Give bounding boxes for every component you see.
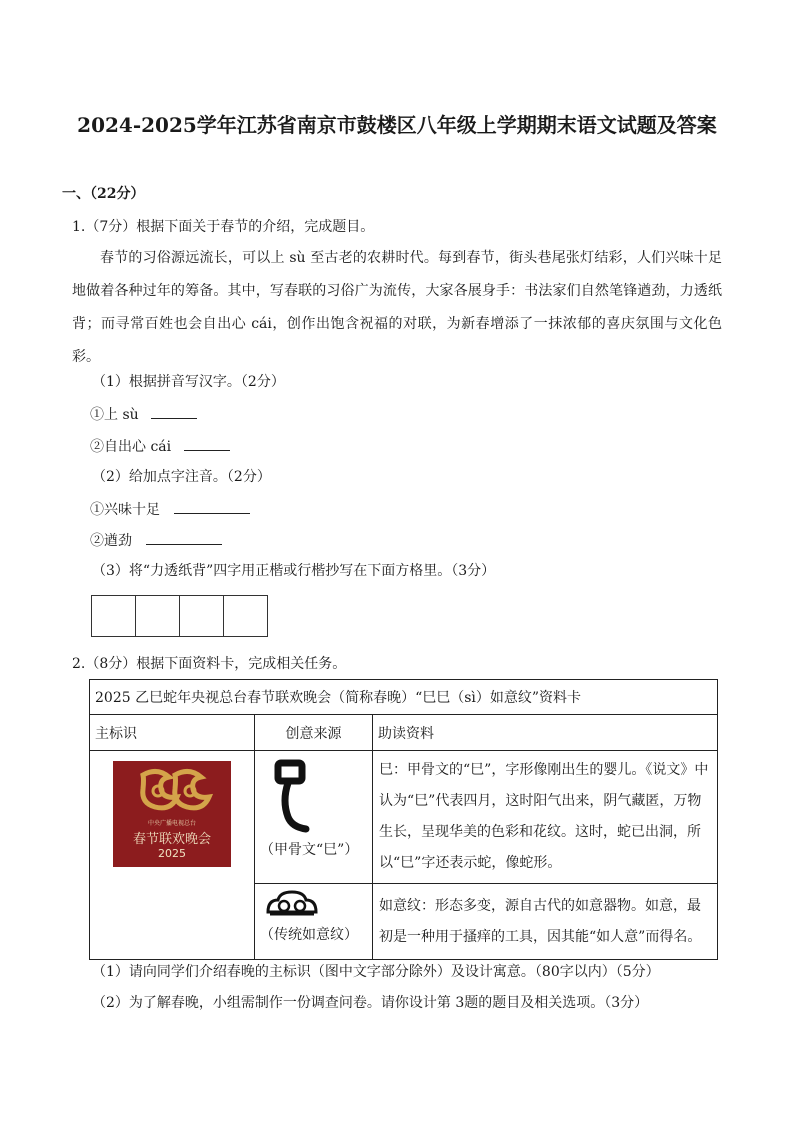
writing-cell[interactable] (179, 595, 224, 637)
ruyi-cloud-pattern-icon (262, 890, 322, 920)
oracle-si-caption: （甲骨文“巳”） (260, 842, 359, 858)
fill-item-2 (90, 436, 230, 457)
ruyi-pattern-caption: （传统如意纹） (260, 927, 358, 943)
task-2-2: （2）为了解春晚，小组需制作一份调查问卷。请你设计第 3题的题目及相关选项。（3分） (92, 995, 649, 1011)
fill-item-3 (90, 499, 250, 520)
writing-cell[interactable] (135, 595, 180, 637)
answer-blank-1[interactable] (151, 404, 197, 419)
column-header-main-logo: 主标识 (90, 715, 255, 751)
subquestion-1-1: （1）根据拼音写汉字。（2分） (92, 374, 285, 390)
question-1-stem: 1.（7分）根据下面关于春节的介绍，完成题目。 (72, 219, 375, 235)
answer-blank-3[interactable] (174, 499, 250, 514)
spring-gala-logo (113, 761, 231, 867)
answer-blank-4[interactable] (146, 530, 222, 545)
subquestion-1-2: （2）给加点字注音。（2分） (92, 469, 271, 485)
answer-blank-2[interactable] (184, 436, 230, 451)
fill-item-1-label: ①上 sù (90, 407, 139, 423)
fill-item-2-label: ②自出心 cái (90, 439, 172, 455)
logo-gala-text: 春节联欢晚会 (132, 832, 211, 847)
reading-ruyi: 如意纹：形态多变，源自古代的如意器物。如意，最初是一种用于搔痒的工具，因其能“如人意”而得名。 (373, 884, 718, 960)
page-title: 2024-2025学年江苏省南京市鼓楼区八年级上学期期末语文试题及答案 (77, 113, 717, 137)
reading-si: 巳：甲骨文的“巳”，字形像刚出生的婴儿。《说文》中认为“巳”代表四月，这时阳气出来，阴气藏匿，万物生长，呈现华美的色彩和花纹。这时，蛇已出洞，所以“巳”字还表示蛇，像蛇形。 (373, 751, 718, 884)
question-2-stem: 2.（8分）根据下面资料卡，完成相关任务。 (72, 656, 347, 672)
oracle-si-cell (255, 751, 373, 884)
task-2-1: （1）请向同学们介绍春晚的主标识（图中文字部分除外）及设计寓意。（80字以内）（5分） (92, 964, 660, 980)
writing-cell[interactable] (91, 595, 136, 637)
info-card-table (89, 679, 718, 960)
fill-item-4 (90, 530, 222, 551)
column-header-source: 创意来源 (255, 715, 373, 751)
column-header-reading: 助读资料 (373, 715, 718, 751)
subquestion-1-3: （3）将“力透纸背”四字用正楷或行楷抄写在下面方格里。（3分） (92, 563, 496, 579)
logo-year-text: 2025 (158, 847, 186, 860)
logo-broadcaster-text: 中央广播电视总台 (147, 820, 196, 827)
main-logo-cell (90, 751, 255, 960)
writing-cell[interactable] (223, 595, 268, 637)
oracle-bone-si-glyph-icon (264, 757, 324, 837)
writing-grid (91, 595, 268, 637)
fill-item-1 (90, 404, 197, 425)
ruyi-pattern-cell (255, 884, 373, 960)
card-title: 2025 乙巳蛇年央视总台春节联欢晚会（简称春晚）“巳巳（sì）如意纹”资料卡 (90, 680, 718, 715)
section-heading: 一、（22分） (62, 186, 145, 202)
fill-item-3-label: ①兴味十足 (90, 502, 160, 518)
spring-festival-passage: 春节的习俗源远流长，可以上 sù 至古老的农耕时代。每到春节，街头巷尾张灯结彩，人们兴味十足地做着各种过年的筹备。其中，写春联的习俗广为流传，大家各展身手：书法家们自然笔锋遒劲，力透纸背；而寻常百姓也会自出心 cái，创作出饱含祝福的对联，为新春增添了一抹浓郁的喜庆氛围与文化色彩。 (72, 250, 722, 365)
fill-item-4-label: ②遒劲 (90, 533, 132, 549)
ruyi-snake-emblem-icon (113, 761, 231, 819)
